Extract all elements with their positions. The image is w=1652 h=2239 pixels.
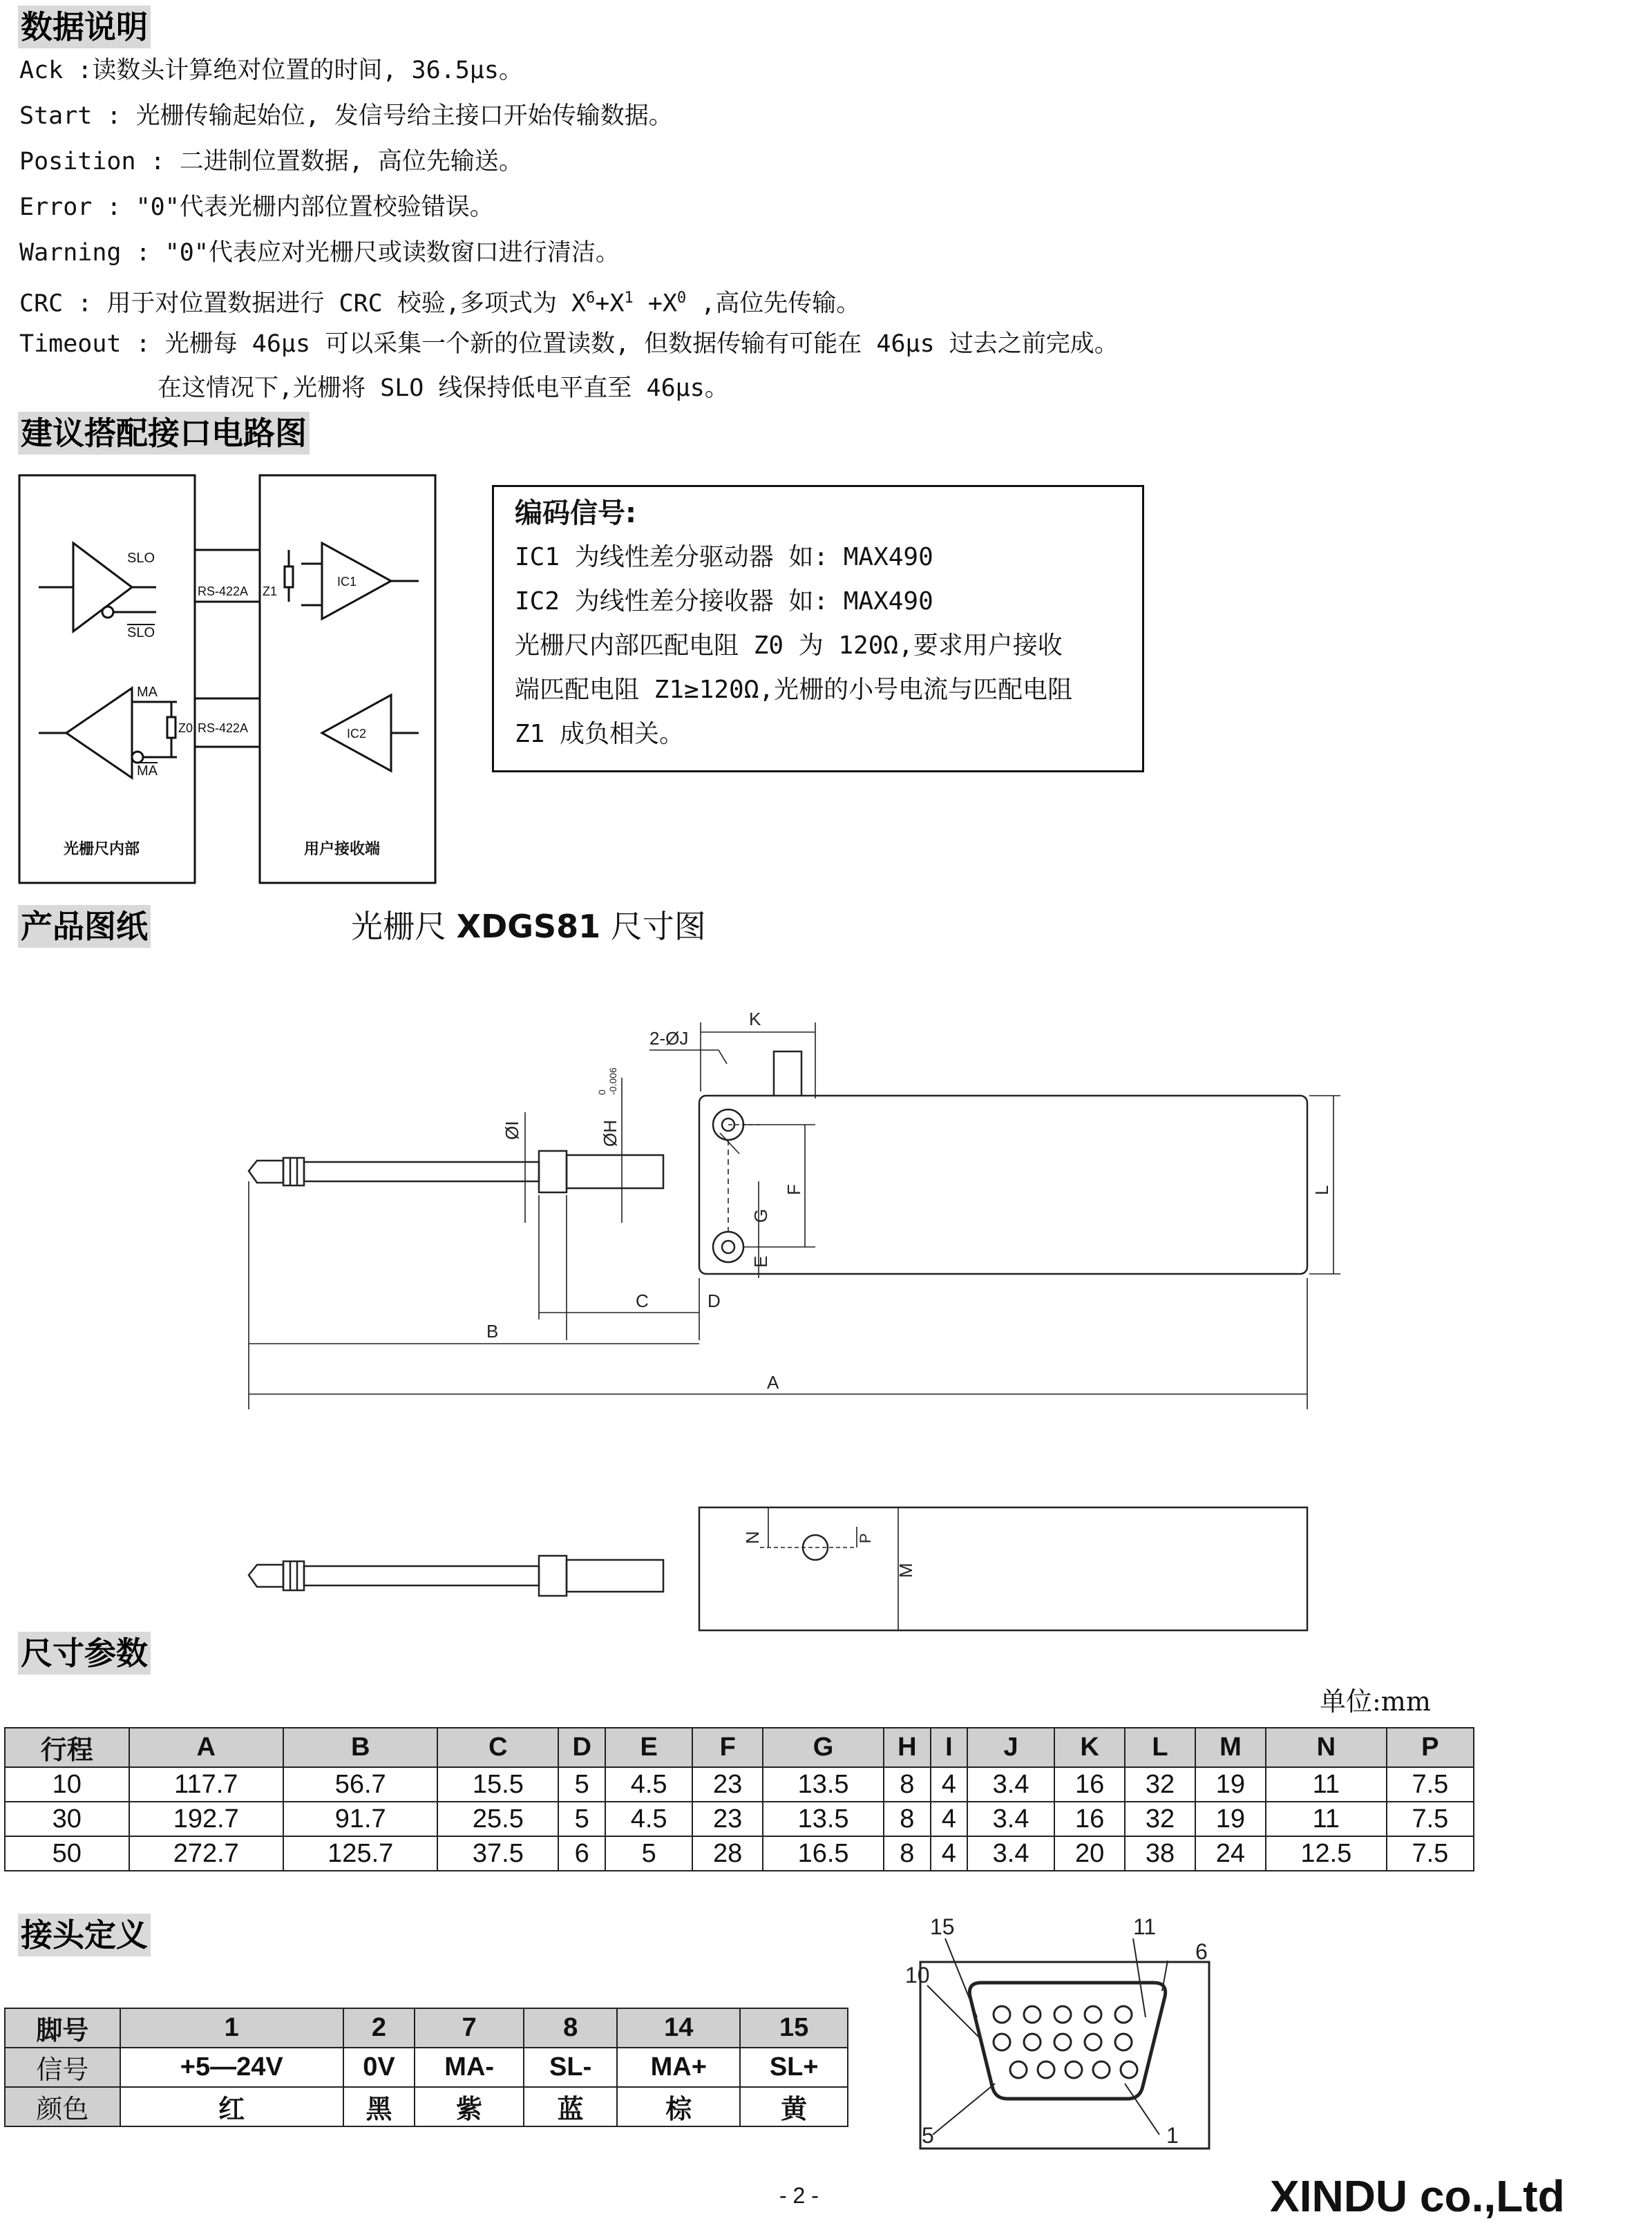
rs422-label-1: RS-422A — [198, 584, 249, 598]
dim-cell: 38 — [1125, 1836, 1195, 1871]
connector-label-6: 6 — [1195, 1939, 1208, 1964]
z0-label: Z0 — [178, 721, 193, 735]
dim-cell: 8 — [884, 1836, 931, 1871]
connector-pin — [1115, 2034, 1132, 2050]
connector-label-10: 10 — [905, 1963, 930, 1988]
drawing-title-model: XDGS81 — [456, 908, 601, 945]
data-line-warning: Warning : "0"代表应对光栅尺或读数窗口进行清洁。 — [19, 239, 620, 267]
dim-cell: 272.7 — [129, 1836, 283, 1871]
pin-cell: 蓝 — [524, 2087, 617, 2126]
crc-exp3: 0 — [676, 289, 687, 307]
dim-header-cell: F — [692, 1728, 763, 1767]
slo-driver-symbol — [73, 543, 132, 631]
dim-header-cell: B — [283, 1728, 437, 1767]
ma-bar-label: MA — [137, 763, 158, 779]
ic2-label: IC2 — [347, 727, 367, 741]
code-box-title: 编码信号: — [515, 497, 636, 529]
data-line-crc — [19, 283, 860, 319]
pin-table-body — [5, 2008, 848, 2126]
pin-cell: SL+ — [740, 2048, 848, 2087]
data-line-ack: Ack :读数头计算绝对位置的时间, 36.5μs。 — [19, 57, 523, 84]
dim-cell: 50 — [5, 1836, 129, 1871]
dim-header-cell: A — [129, 1728, 283, 1767]
dim-header-cell: M — [1195, 1728, 1266, 1767]
dim-label-f: F — [784, 1184, 804, 1195]
dim-cell: 23 — [692, 1767, 763, 1802]
dim-cell: 20 — [1054, 1836, 1125, 1871]
pin-cell: 14 — [617, 2008, 740, 2048]
z1-label: Z1 — [263, 584, 278, 598]
dim-label-h-tol-top: 0 — [596, 1089, 607, 1095]
dim-cell: 16.5 — [763, 1836, 884, 1871]
dim-label-i: ØI — [502, 1121, 522, 1140]
drawing-title — [351, 905, 706, 948]
code-box-line-5: Z1 成负相关。 — [515, 720, 685, 748]
dim-cell: 10 — [5, 1767, 129, 1802]
dim-header-cell: H — [884, 1728, 931, 1767]
pin-cell: SL- — [524, 2048, 617, 2087]
dim-label-d: D — [708, 1290, 721, 1311]
dim-cell: 23 — [692, 1802, 763, 1836]
dim-cell: 4 — [931, 1802, 967, 1836]
dim-cell: 28 — [692, 1836, 763, 1871]
dim-label-l: L — [1311, 1185, 1332, 1195]
dim-cell: 4.5 — [605, 1767, 692, 1802]
dim-cell: 4 — [931, 1767, 967, 1802]
dim-cell: 56.7 — [283, 1767, 437, 1802]
connector-pin — [1085, 2006, 1101, 2023]
dim-cell: 3.4 — [967, 1767, 1054, 1802]
connector-pin — [1010, 2061, 1027, 2078]
dim-cell: 12.5 — [1266, 1836, 1387, 1871]
code-box-line-3: 光栅尺内部匹配电阻 Z0 为 120Ω,要求用户接收 — [515, 631, 1063, 660]
pin-cell: 红 — [120, 2087, 343, 2126]
pin-table-row — [5, 2087, 848, 2126]
connector-pin — [1054, 2006, 1071, 2023]
dim-cell: 7.5 — [1387, 1836, 1474, 1871]
connector-pin — [1024, 2006, 1041, 2023]
data-line-start: Start : 光栅传输起始位, 发信号给主接口开始传输数据。 — [19, 102, 673, 130]
crc-mid1: +X — [595, 289, 625, 318]
dim-header-cell: P — [1387, 1728, 1474, 1767]
pin-cell: MA- — [415, 2048, 524, 2087]
data-line-timeout2: 在这情况下,光栅将 SLO 线保持低电平直至 46μs。 — [158, 374, 729, 402]
slo-bar-label: SLO — [127, 625, 155, 640]
dim-cell: 32 — [1125, 1767, 1195, 1802]
dim-label-h: ØH — [600, 1120, 620, 1147]
connector-pin — [1093, 2061, 1110, 2078]
left-block — [19, 475, 195, 883]
slo-label: SLO — [127, 551, 155, 566]
dim-label-b: B — [486, 1321, 499, 1342]
dim-cell: 13.5 — [763, 1802, 884, 1836]
connector-pin — [1065, 2061, 1082, 2078]
dim-cell: 15.5 — [437, 1767, 558, 1802]
crc-prefix: CRC : 用于对位置数据进行 CRC 校验,多项式为 X — [19, 289, 587, 318]
dim-table-row — [5, 1836, 1474, 1871]
dim-label-e: E — [750, 1255, 771, 1268]
dim-cell: 30 — [5, 1802, 129, 1836]
dim-label-c: C — [636, 1290, 649, 1311]
drawing-title-suffix: 尺寸图 — [600, 908, 706, 945]
connector-pin — [1038, 2061, 1054, 2078]
dim-cell: 25.5 — [437, 1802, 558, 1836]
pin-cell: 1 — [120, 2008, 343, 2048]
pin-table-row — [5, 2008, 848, 2048]
dimension-drawing-side — [235, 1499, 1354, 1637]
connector-pin — [1054, 2034, 1071, 2050]
dim-cell: 19 — [1195, 1767, 1266, 1802]
pin-cell: 15 — [740, 2008, 848, 2048]
rs422-label-2: RS-422A — [198, 721, 249, 735]
dimension-table — [4, 1727, 1474, 1871]
dim-label-g: G — [750, 1208, 771, 1223]
dim-cell: 5 — [558, 1767, 605, 1802]
dim-cell: 11 — [1266, 1802, 1387, 1836]
dim-cell: 7.5 — [1387, 1767, 1474, 1802]
dim-cell: 7.5 — [1387, 1802, 1474, 1836]
right-block — [260, 475, 435, 883]
pin-cell: 0V — [343, 2048, 415, 2087]
dim-cell: 16 — [1054, 1802, 1125, 1836]
pin-cell: 紫 — [415, 2087, 524, 2126]
dim-cell: 125.7 — [283, 1836, 437, 1871]
code-box-line-2: IC2 为线性差分接收器 如: MAX490 — [515, 587, 933, 616]
dim-cell: 11 — [1266, 1767, 1387, 1802]
page-number: - 2 - — [779, 2183, 819, 2208]
company-name: XINDU co.,Ltd — [1270, 2171, 1565, 2221]
connector-pin — [994, 2034, 1010, 2050]
pin-row-label: 信号 — [5, 2048, 120, 2087]
crc-exp2: 1 — [624, 289, 634, 307]
unit-label: 单位:mm — [1320, 1686, 1431, 1717]
section-title-dims: 尺寸参数 — [18, 1632, 151, 1675]
pin-cell: 黑 — [343, 2087, 415, 2126]
crc-mid2: +X — [633, 289, 677, 318]
data-line-timeout1: Timeout : 光栅每 46μs 可以采集一个新的位置读数, 但数据传输有可能在 46μs 过去之前完成。 — [19, 330, 1119, 358]
code-box-line-4: 端匹配电阻 Z1≥120Ω,光栅的小号电流与匹配电阻 — [515, 676, 1073, 704]
data-line-position: Position : 二进制位置数据, 高位先输送。 — [19, 148, 523, 175]
dim-label-m: M — [895, 1563, 916, 1578]
dim-label-n: N — [742, 1531, 763, 1544]
dim-header-cell: K — [1054, 1728, 1125, 1767]
dim-cell: 3.4 — [967, 1836, 1054, 1871]
pin-table-row — [5, 2048, 848, 2087]
dim-header-cell: J — [967, 1728, 1054, 1767]
dim-cell: 16 — [1054, 1767, 1125, 1802]
dimension-table-body — [5, 1728, 1474, 1871]
dim-label-a: A — [767, 1372, 779, 1393]
dim-cell: 32 — [1125, 1802, 1195, 1836]
connector-label-15: 15 — [930, 1914, 955, 1939]
dim-table-row — [5, 1767, 1474, 1802]
pin-cell: 黄 — [740, 2087, 848, 2126]
connector-label-1: 1 — [1166, 2123, 1179, 2148]
connector-pin — [1085, 2034, 1101, 2050]
connector-pin — [1115, 2006, 1132, 2023]
connector-pins — [994, 2006, 1137, 2078]
section-title-connector: 接头定义 — [18, 1914, 151, 1956]
dim-cell: 24 — [1195, 1836, 1266, 1871]
encoding-signal-box — [492, 485, 1144, 772]
dim-cell: 5 — [558, 1802, 605, 1836]
right-block-label: 用户接收端 — [304, 840, 381, 857]
connector-label-11: 11 — [1133, 1914, 1157, 1939]
crc-exp1: 6 — [586, 289, 596, 307]
pin-cell: 7 — [415, 2008, 524, 2048]
dim-cell: 13.5 — [763, 1767, 884, 1802]
ma-label: MA — [137, 685, 158, 700]
z0-resistor — [167, 717, 175, 738]
left-block-label: 光栅尺内部 — [64, 840, 140, 857]
pin-cell: +5—24V — [120, 2048, 343, 2087]
dim-header-cell: G — [763, 1728, 884, 1767]
connector-pin — [1121, 2061, 1137, 2078]
dim-cell: 4.5 — [605, 1802, 692, 1836]
dim-cell: 117.7 — [129, 1767, 283, 1802]
dim-cell: 19 — [1195, 1802, 1266, 1836]
pin-cell: 棕 — [617, 2087, 740, 2126]
pin-cell: MA+ — [617, 2048, 740, 2087]
interface-circuit-diagram — [18, 474, 446, 888]
dim-header-cell: C — [437, 1728, 558, 1767]
section-title-circuit: 建议搭配接口电路图 — [18, 412, 310, 455]
dim-cell: 5 — [605, 1836, 692, 1871]
dim-header-cell: N — [1266, 1728, 1387, 1767]
ma-driver-symbol — [66, 688, 132, 778]
db15-connector-diagram — [905, 1914, 1237, 2155]
dim-label-j: 2-ØJ — [649, 1028, 689, 1049]
drawing-title-cn: 光栅尺 — [351, 908, 457, 945]
dim-cell: 6 — [558, 1836, 605, 1871]
body-outline-side — [699, 1507, 1307, 1630]
pin-cell: 8 — [524, 2008, 617, 2048]
data-line-error: Error : "0"代表光栅内部位置校验错误。 — [19, 193, 494, 221]
dim-table-row — [5, 1802, 1474, 1836]
dim-header-cell: I — [931, 1728, 967, 1767]
dim-header-cell: L — [1125, 1728, 1195, 1767]
dim-cell: 91.7 — [283, 1802, 437, 1836]
dim-header-cell: D — [558, 1728, 605, 1767]
dim-cell: 37.5 — [437, 1836, 558, 1871]
pin-row-label: 颜色 — [5, 2087, 120, 2126]
z1-resistor — [285, 566, 293, 587]
pin-definition-table — [4, 2008, 848, 2127]
dimension-drawing-top — [235, 995, 1354, 1423]
dim-label-h-tol-bot: -0.006 — [607, 1067, 618, 1095]
dim-cell: 8 — [884, 1802, 931, 1836]
pin-cell: 2 — [343, 2008, 415, 2048]
dim-cell: 192.7 — [129, 1802, 283, 1836]
connector-label-5: 5 — [922, 2123, 934, 2148]
dim-cell: 8 — [884, 1767, 931, 1802]
dim-cell: 4 — [931, 1836, 967, 1871]
code-box-line-1: IC1 为线性差分驱动器 如: MAX490 — [515, 543, 933, 571]
section-title-drawing: 产品图纸 — [18, 905, 151, 948]
dim-cell: 3.4 — [967, 1802, 1054, 1836]
connector-pin — [1024, 2034, 1041, 2050]
pin-row-label: 脚号 — [5, 2008, 120, 2048]
dim-label-p: P — [857, 1533, 874, 1543]
dim-label-k: K — [749, 1009, 761, 1029]
crc-suffix: ,高位先传输。 — [686, 289, 861, 318]
dim-header-cell: 行程 — [5, 1728, 129, 1767]
ic1-label: IC1 — [337, 575, 357, 589]
section-title-data-desc: 数据说明 — [18, 6, 151, 48]
dim-header-cell: E — [605, 1728, 692, 1767]
connector-pin — [994, 2006, 1010, 2023]
dim-header-row — [5, 1728, 1474, 1767]
